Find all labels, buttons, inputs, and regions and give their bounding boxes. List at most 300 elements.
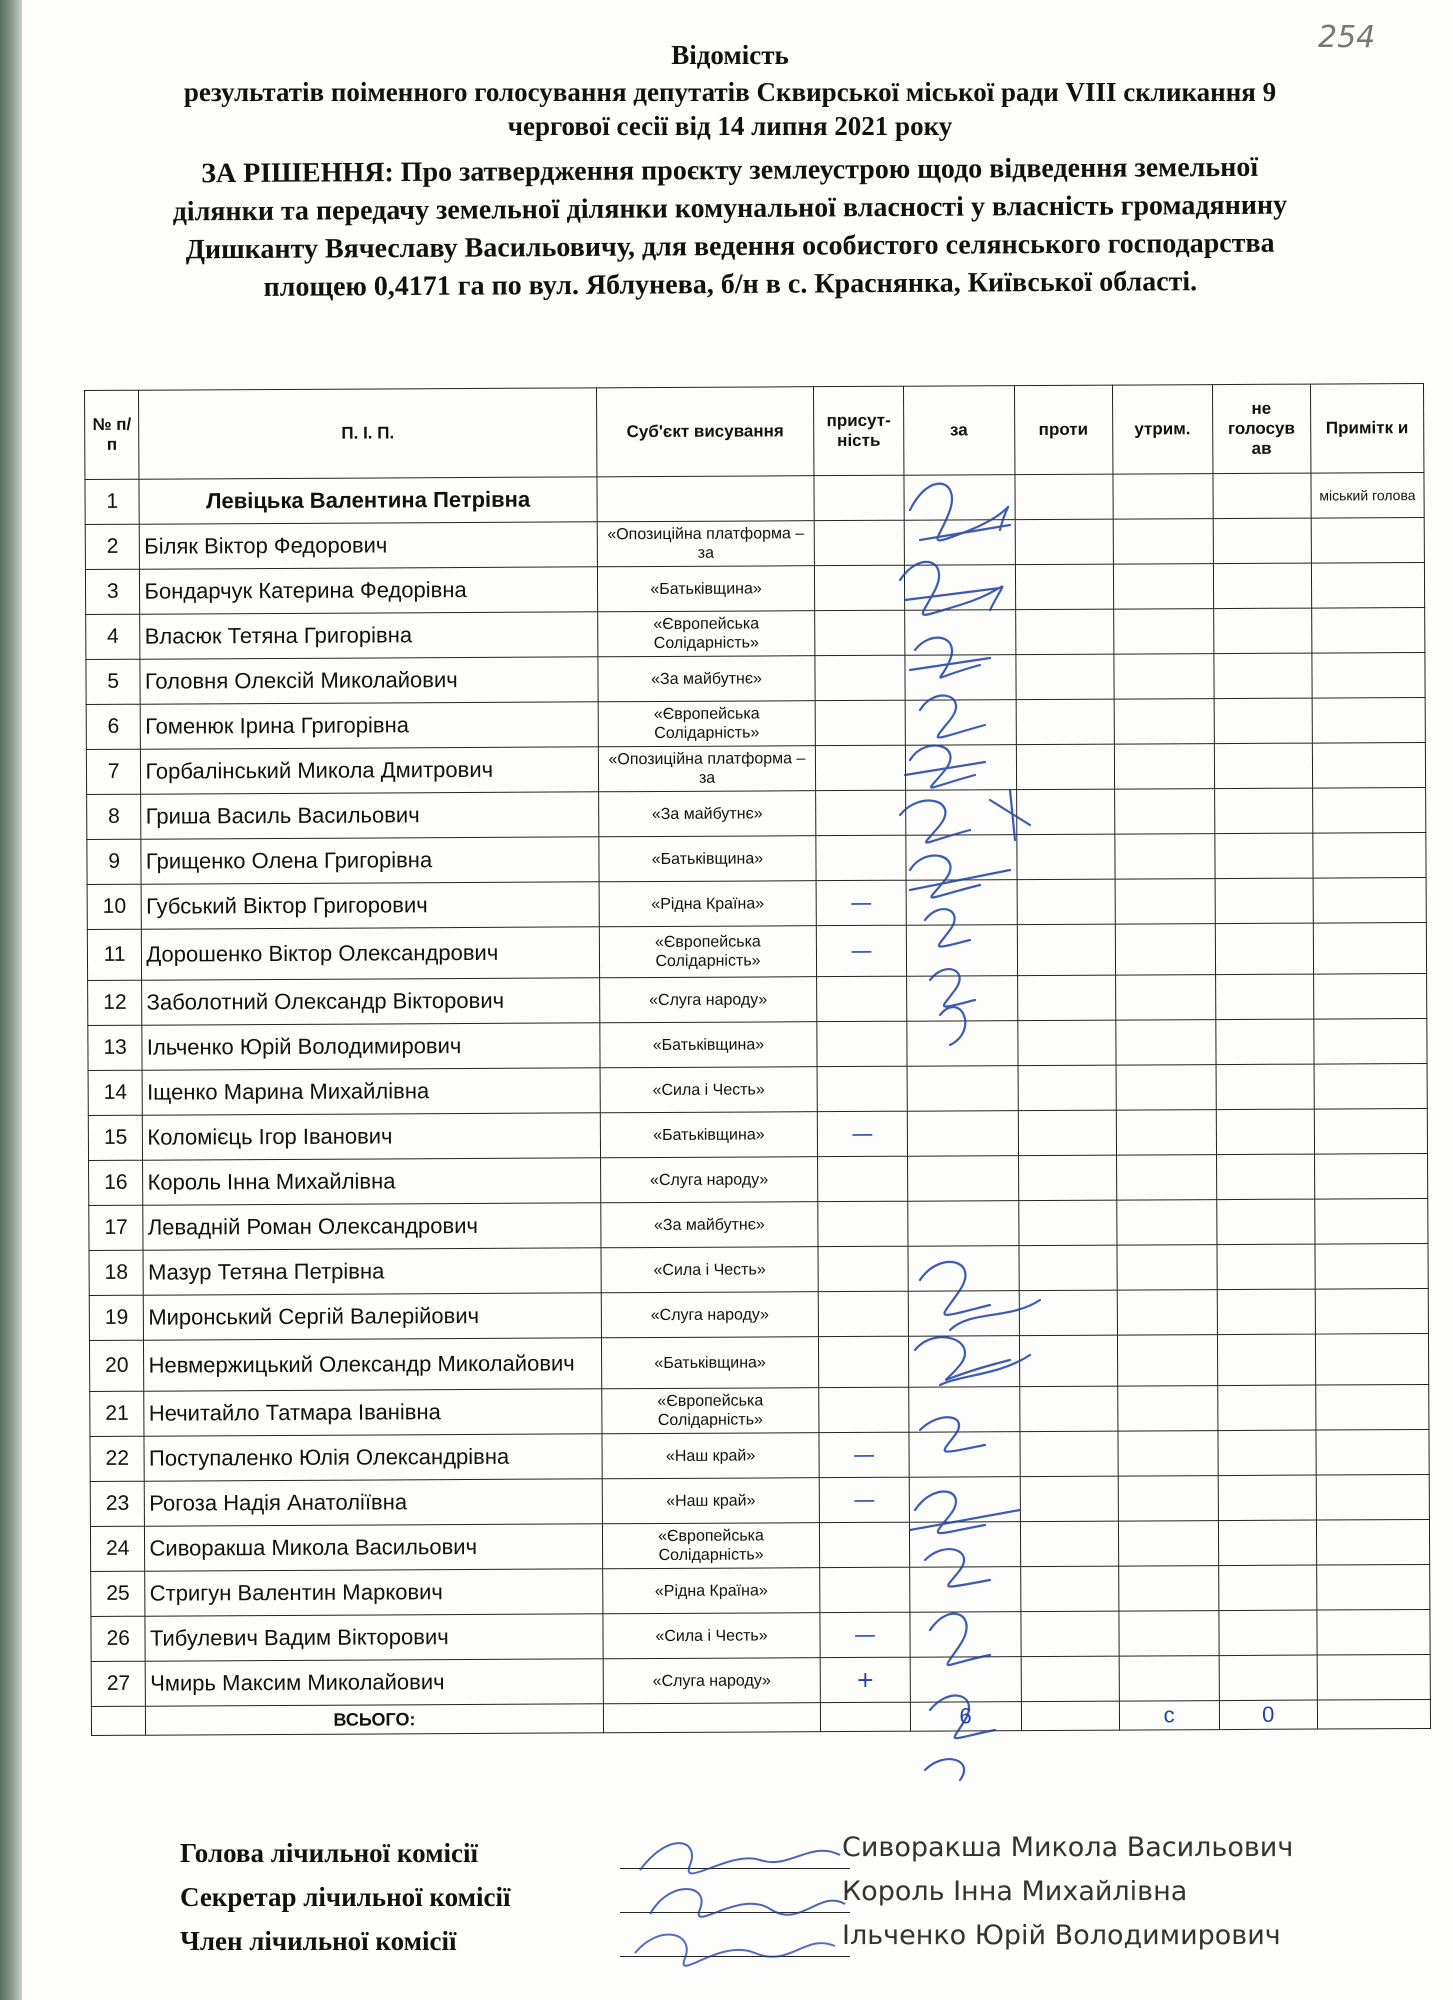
row-num: 19 (89, 1295, 144, 1340)
row-abstain (1117, 1245, 1217, 1291)
table-row (90, 1519, 1429, 1571)
table-row (88, 1018, 1427, 1070)
row-party: «Європейська Солідарність» (598, 701, 816, 747)
row-note (1315, 1333, 1429, 1385)
row-party: «Європейська Солідарність» (597, 611, 815, 657)
row-name: Дорошенко Віктор Олександрович (142, 927, 599, 980)
row-for (908, 1291, 1019, 1337)
row-abstain (1118, 1476, 1218, 1522)
table-row (89, 1288, 1428, 1340)
row-presence: — (818, 1111, 908, 1156)
table-row (87, 922, 1426, 980)
row-abstain (1116, 1155, 1216, 1201)
row-against (1017, 924, 1115, 976)
row-abstain (1116, 1200, 1216, 1246)
row-not-voted (1216, 1154, 1314, 1200)
row-for (906, 1021, 1017, 1067)
row-party: «Сила і Честь» (600, 1067, 818, 1113)
row-abstain (1115, 975, 1215, 1021)
table-row (90, 1474, 1429, 1526)
row-presence: + (821, 1657, 911, 1702)
row-name: Власюк Тетяна Григорівна (140, 612, 597, 659)
table-row (91, 1564, 1430, 1616)
row-note (1313, 973, 1426, 1019)
row-note (1316, 1474, 1429, 1520)
row-not-voted (1215, 878, 1313, 924)
row-presence (817, 976, 907, 1021)
row-abstain (1115, 924, 1215, 976)
row-for (908, 1246, 1019, 1292)
row-against (1019, 1290, 1117, 1336)
row-against (1019, 1386, 1117, 1432)
decision-line: ділянки та передачу земельної ділянки комунальної власності у власність громадянину (172, 189, 1288, 228)
decision-text (80, 148, 1381, 308)
row-name: Біляк Віктор Федорович (140, 522, 597, 569)
row-against (1017, 879, 1115, 925)
member-signature (620, 1918, 860, 1968)
row-note (1314, 1063, 1427, 1109)
row-presence (820, 1567, 910, 1612)
table-row (85, 517, 1424, 569)
row-note (1312, 742, 1425, 788)
row-party: «За майбутнє» (598, 656, 816, 702)
table-row (87, 787, 1426, 839)
row-against (1016, 834, 1114, 880)
total-abstain: с (1119, 1701, 1219, 1731)
row-presence: — (820, 1612, 910, 1657)
row-presence (815, 610, 905, 655)
total-row (91, 1699, 1430, 1735)
row-presence (816, 790, 906, 835)
row-not-voted (1213, 608, 1311, 654)
row-num: 8 (87, 794, 142, 839)
row-name: Сиворакша Микола Васильович (145, 1524, 602, 1571)
col-not-voted-header: не голосув ав (1212, 384, 1310, 474)
row-not-voted (1215, 833, 1313, 879)
table-row (85, 562, 1424, 614)
row-abstain (1116, 1110, 1216, 1156)
counting-commission (180, 1832, 1380, 1970)
row-for (904, 610, 1015, 656)
row-against (1020, 1431, 1118, 1477)
row-note (1311, 562, 1424, 608)
row-not-voted (1216, 1019, 1314, 1065)
row-num: 22 (90, 1436, 145, 1481)
table-row (90, 1429, 1429, 1481)
row-not-voted (1219, 1610, 1317, 1656)
row-for (908, 1387, 1019, 1433)
row-presence (819, 1387, 909, 1432)
row-for (905, 790, 1016, 836)
row-not-voted (1217, 1199, 1315, 1245)
row-abstain (1114, 699, 1214, 745)
col-name-header: П. І. П. (139, 388, 597, 479)
row-presence (818, 1201, 908, 1246)
secretary-name: Король Інна Михайлівна (842, 1876, 1188, 1907)
row-num: 18 (89, 1250, 144, 1295)
total-label: ВСЬОГО: (146, 1704, 603, 1735)
row-against (1015, 519, 1113, 565)
row-num: 6 (86, 704, 141, 749)
row-num: 9 (87, 839, 142, 884)
row-against (1016, 789, 1114, 835)
row-name: Головня Олексій Миколайович (140, 657, 597, 704)
row-num: 27 (91, 1661, 146, 1706)
row-party: «Наш край» (602, 1478, 820, 1524)
row-against (1015, 609, 1113, 655)
commission-member-row (180, 1920, 1380, 1970)
row-abstain (1118, 1521, 1218, 1567)
row-against (1018, 1110, 1116, 1156)
row-num: 17 (89, 1205, 144, 1250)
row-party: «Європейська Солідарність» (601, 1388, 819, 1434)
row-not-voted (1213, 563, 1311, 609)
row-for (907, 1156, 1018, 1202)
row-abstain (1118, 1431, 1218, 1477)
row-presence (815, 700, 905, 745)
row-num: 21 (90, 1391, 145, 1436)
chair-name: Сиворакша Микола Васильович (842, 1832, 1294, 1863)
row-abstain (1114, 834, 1214, 880)
row-note (1315, 1288, 1428, 1334)
row-against (1018, 1065, 1116, 1111)
row-not-voted (1217, 1289, 1315, 1335)
row-name: Король Інна Михайлівна (143, 1158, 600, 1205)
row-not-voted (1218, 1430, 1316, 1476)
row-num: 3 (85, 569, 140, 614)
row-presence (818, 1156, 908, 1201)
row-note (1311, 607, 1424, 653)
row-party: «Опозиційна платформа – за (598, 746, 816, 792)
col-presence-header: присут-ність (814, 386, 904, 475)
row-not-voted (1217, 1385, 1315, 1431)
row-num: 20 (89, 1340, 144, 1391)
row-against (1015, 564, 1113, 610)
row-not-voted (1213, 518, 1311, 564)
table-row (89, 1243, 1428, 1295)
row-abstain (1119, 1611, 1219, 1657)
row-against (1020, 1476, 1118, 1522)
col-party-header: Суб'єкт висування (596, 387, 814, 477)
row-not-voted (1214, 653, 1312, 699)
row-for (907, 1066, 1018, 1112)
row-abstain (1115, 879, 1215, 925)
row-note (1312, 697, 1425, 743)
total-blank (91, 1706, 146, 1735)
decision-line: площею 0,4171 га по вул. Яблунева, б/н в с. Краснянка, Київської області. (263, 266, 1198, 303)
row-note (1316, 1429, 1429, 1475)
row-note (1314, 1153, 1427, 1199)
row-not-voted (1218, 1565, 1316, 1611)
table-row (87, 832, 1426, 884)
row-against (1020, 1566, 1118, 1612)
row-note (1316, 1564, 1429, 1610)
row-note (1312, 652, 1425, 698)
document-subtitle-2: чергової сесії від 14 липня 2021 року (507, 111, 953, 141)
row-note (1315, 1384, 1428, 1430)
row-against (1015, 474, 1113, 520)
row-for (904, 475, 1015, 521)
row-num: 25 (91, 1571, 146, 1616)
row-party: «За майбутнє» (598, 791, 816, 837)
row-name: Нечитайло Татмара Іванівна (144, 1389, 601, 1436)
row-for (908, 1336, 1019, 1388)
table-row (91, 1609, 1430, 1661)
scan-edge (0, 0, 22, 2000)
row-num: 11 (87, 929, 142, 980)
row-presence (819, 1291, 909, 1336)
row-party: «Наш край» (602, 1433, 820, 1479)
row-note (1314, 1198, 1427, 1244)
secretary-label: Секретар лічильної комісії (180, 1882, 511, 1912)
row-for (907, 1111, 1018, 1157)
row-for (909, 1432, 1020, 1478)
table-row (89, 1153, 1428, 1205)
total-not-voted: 0 (1219, 1700, 1317, 1730)
row-not-voted (1214, 743, 1312, 789)
row-for (910, 1612, 1021, 1658)
row-note (1317, 1654, 1430, 1700)
row-for (905, 655, 1016, 701)
row-note (1316, 1519, 1429, 1565)
row-for (909, 1477, 1020, 1523)
table-row (88, 1108, 1427, 1160)
row-party: «Європейська Солідарність» (602, 1523, 820, 1569)
row-num: 15 (88, 1115, 143, 1160)
row-abstain (1114, 654, 1214, 700)
total-blank (1317, 1699, 1430, 1729)
row-name: Заболотний Олександр Вікторович (142, 978, 599, 1025)
row-num: 2 (85, 524, 140, 569)
row-num: 23 (90, 1481, 145, 1526)
row-party: «Батьківщина» (600, 1112, 818, 1158)
row-for (905, 745, 1016, 791)
row-abstain (1113, 564, 1213, 610)
row-presence (817, 1066, 907, 1111)
member-label: Член лічильної комісії (180, 1926, 457, 1956)
row-against (1016, 654, 1114, 700)
table-row (89, 1333, 1428, 1391)
document-header (80, 40, 1380, 143)
row-abstain (1117, 1290, 1217, 1336)
row-name: Поступаленко Юлія Олександрівна (144, 1434, 601, 1481)
table-row (85, 472, 1424, 524)
row-num: 24 (90, 1526, 145, 1571)
row-abstain (1113, 474, 1213, 520)
row-note (1317, 1609, 1430, 1655)
row-num: 7 (86, 749, 141, 794)
row-note: міський голова (1311, 472, 1424, 518)
row-note (1313, 877, 1426, 923)
row-for (906, 880, 1017, 926)
row-name: Бондарчук Катерина Федорівна (140, 567, 597, 614)
row-not-voted (1215, 923, 1313, 975)
table-row (90, 1384, 1429, 1436)
col-against-header: проти (1014, 385, 1112, 475)
row-party: «Сила і Честь» (603, 1613, 821, 1659)
row-abstain (1115, 1020, 1215, 1066)
row-name: Левіцька Валентина Петрівна (139, 477, 596, 524)
row-for (906, 976, 1017, 1022)
row-name: Гриша Василь Васильович (141, 792, 598, 839)
row-not-voted (1217, 1244, 1315, 1290)
row-for (909, 1522, 1020, 1568)
row-presence (816, 835, 906, 880)
table-row (86, 697, 1425, 749)
row-num: 10 (87, 884, 142, 929)
row-name: Коломієць Ігор Іванович (143, 1113, 600, 1160)
row-name: Мазур Тетяна Петрівна (143, 1248, 600, 1295)
row-num: 4 (86, 614, 141, 659)
row-for (905, 700, 1016, 746)
row-not-voted (1214, 698, 1312, 744)
row-note (1314, 1018, 1427, 1064)
document-subtitle: результатів поіменного голосування депутатів Сквирської міської ради VIII скликання 9 (183, 77, 1277, 107)
row-name: Левадній Роман Олександрович (143, 1203, 600, 1250)
row-abstain (1117, 1335, 1217, 1387)
row-against (1021, 1611, 1119, 1657)
col-for-header: за (903, 386, 1014, 476)
row-for (909, 1567, 1020, 1613)
col-num-header: № п/п (85, 390, 140, 479)
table-row (87, 877, 1426, 929)
row-party: «Рідна Країна» (602, 1568, 820, 1614)
row-name: Грищенко Олена Григорівна (141, 837, 598, 884)
row-name: Горбалінський Микола Дмитрович (141, 747, 598, 794)
row-num: 12 (88, 980, 143, 1025)
row-party: «Сила і Честь» (601, 1247, 819, 1293)
row-name: Рогоза Надія Анатоліївна (145, 1479, 602, 1526)
chair-signature (620, 1830, 860, 1880)
row-note (1313, 832, 1426, 878)
row-for (906, 925, 1017, 977)
row-against (1018, 1200, 1116, 1246)
row-for (910, 1657, 1021, 1703)
row-note (1315, 1243, 1428, 1289)
row-not-voted (1218, 1475, 1316, 1521)
row-abstain (1117, 1386, 1217, 1432)
row-name: Миронський Сергій Валерійович (144, 1293, 601, 1340)
row-for (904, 565, 1015, 611)
row-not-voted (1213, 473, 1311, 519)
row-note (1311, 517, 1424, 563)
row-against (1018, 1155, 1116, 1201)
row-party: «Слуга народу» (601, 1292, 819, 1338)
table-row (86, 742, 1425, 794)
row-presence: — (820, 1477, 910, 1522)
row-not-voted (1216, 1064, 1314, 1110)
row-party: «Батьківщина» (601, 1337, 819, 1389)
row-party: «Слуга народу» (603, 1658, 821, 1704)
row-name: Ільченко Юрій Володимирович (142, 1023, 599, 1070)
table-row (88, 1063, 1427, 1115)
row-not-voted (1219, 1655, 1317, 1701)
row-not-voted (1215, 974, 1313, 1020)
decision-line: ЗА РІШЕННЯ: Про затвердження проєкту землеустрою щодо відведення земельної (201, 151, 1259, 190)
row-for (904, 520, 1015, 566)
row-presence (820, 1522, 910, 1567)
row-abstain (1113, 609, 1213, 655)
row-presence: — (817, 925, 907, 976)
table-row (91, 1654, 1430, 1706)
row-name: Тибулевич Вадим Вікторович (145, 1614, 602, 1661)
voting-table (84, 383, 1431, 1736)
table-row (86, 652, 1425, 704)
table-row (86, 607, 1425, 659)
row-name: Гоменюк Ірина Григорівна (141, 702, 598, 749)
row-not-voted (1216, 1109, 1314, 1155)
row-presence (816, 745, 906, 790)
col-notes-header: Примітк и (1310, 383, 1424, 473)
col-abstain-header: утрим. (1112, 385, 1213, 475)
total-for: 6 (910, 1702, 1021, 1732)
row-party: «Рідна Країна» (599, 881, 817, 927)
document-title: Відомість (671, 40, 789, 70)
page-number: 254 (1318, 20, 1376, 55)
row-abstain (1114, 744, 1214, 790)
row-num: 13 (88, 1025, 143, 1070)
row-party: «Батьківщина» (599, 1022, 817, 1068)
row-not-voted (1214, 788, 1312, 834)
row-abstain (1113, 519, 1213, 565)
row-name: Іщенко Марина Михайлівна (142, 1068, 599, 1115)
row-for (905, 835, 1016, 881)
row-presence: — (819, 1432, 909, 1477)
row-for (907, 1201, 1018, 1247)
row-against (1016, 699, 1114, 745)
table-header-row (85, 383, 1424, 479)
row-abstain (1116, 1065, 1216, 1111)
row-against (1021, 1656, 1119, 1702)
row-against (1020, 1521, 1118, 1567)
row-presence (818, 1246, 908, 1291)
row-not-voted (1218, 1520, 1316, 1566)
row-party: «За майбутнє» (600, 1202, 818, 1248)
row-party: «Слуга народу» (599, 977, 817, 1023)
row-party: «Батьківщина» (597, 566, 815, 612)
row-against (1017, 1020, 1115, 1066)
row-presence (817, 1021, 907, 1066)
row-num: 26 (91, 1616, 146, 1661)
chair-label: Голова лічильної комісії (180, 1838, 478, 1868)
row-num: 1 (85, 479, 140, 524)
row-presence (815, 565, 905, 610)
row-note (1312, 787, 1425, 833)
row-name: Стригун Валентин Маркович (145, 1569, 602, 1616)
row-name: Невмержицький Олександр Миколайович (144, 1338, 601, 1391)
row-against (1019, 1335, 1117, 1387)
row-abstain (1119, 1656, 1219, 1702)
row-note (1313, 922, 1427, 974)
row-presence: — (816, 880, 906, 925)
total-against (1021, 1701, 1119, 1731)
decision-line: Дишканту Вячеславу Васильовичу, для ведення особистого селянського господарства (185, 227, 1275, 266)
secretary-signature (620, 1874, 860, 1924)
table-row (89, 1198, 1428, 1250)
row-num: 16 (89, 1160, 144, 1205)
row-against (1016, 744, 1114, 790)
row-against (1019, 1245, 1117, 1291)
row-abstain (1118, 1566, 1218, 1612)
row-presence (819, 1336, 909, 1387)
row-abstain (1114, 789, 1214, 835)
row-num: 5 (86, 659, 141, 704)
member-name: Ільченко Юрій Володимирович (842, 1920, 1281, 1951)
row-presence (815, 655, 905, 700)
row-note (1314, 1108, 1427, 1154)
row-party: «Батьківщина» (598, 836, 816, 882)
row-num: 14 (88, 1070, 143, 1115)
